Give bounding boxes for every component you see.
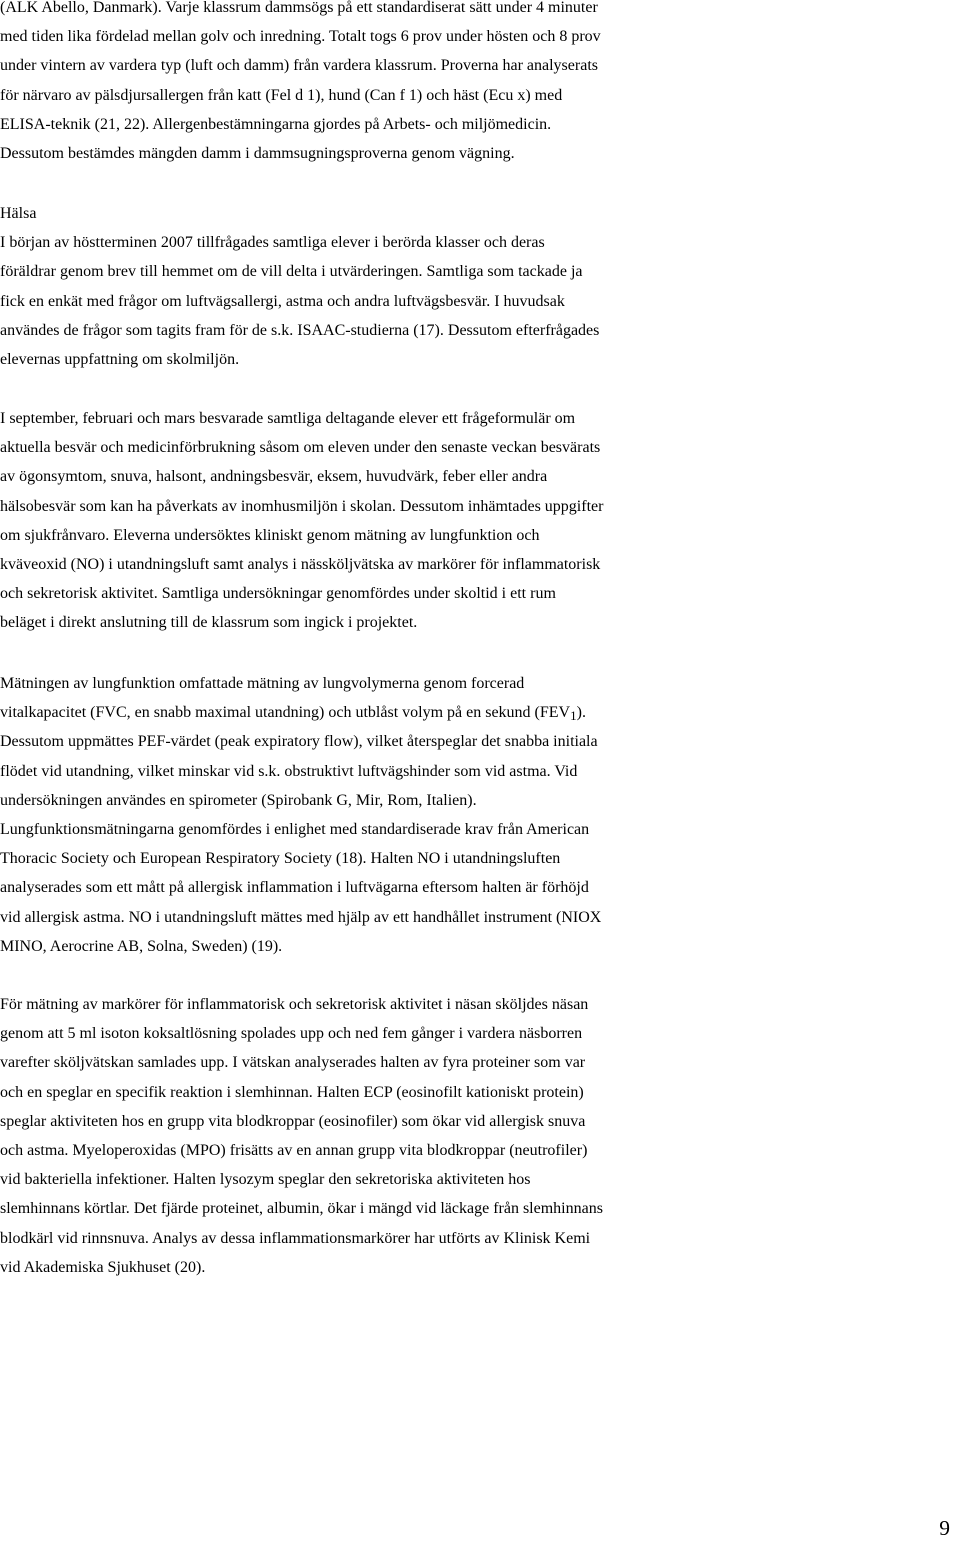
- text-line: om sjukfrånvaro. Eleverna undersöktes kliniskt genom mätning av lungfunktion och: [0, 526, 540, 544]
- text-line: slemhinnans körtlar. Det fjärde proteinet, albumin, ökar i mängd vid läckage från slemhinnans: [0, 1200, 603, 1218]
- text-line: med tiden lika fördelad mellan golv och inredning. Totalt togs 6 prov under hösten och 8 prov: [0, 28, 601, 46]
- text-line: föräldrar genom brev till hemmet om de vill delta i utvärderingen. Samtliga som tackade ja: [0, 263, 583, 281]
- text-line: speglar aktiviteten hos en grupp vita blodkroppar (eosinofiler) som ökar vid allergisk snuva: [0, 1112, 586, 1130]
- text-line: hälsobesvär som kan ha påverkats av inomhusmiljön i skolan. Dessutom inhämtades uppgifter: [0, 497, 604, 515]
- text-line: elevernas uppfattning om skolmiljön.: [0, 351, 240, 369]
- text-line-fev: [0, 698, 960, 727]
- text-line: MINO, Aerocrine AB, Solna, Sweden) (19).: [0, 937, 283, 955]
- text-line: Dessutom uppmättes PEF-värdet (peak expiratory flow), vilket återspeglar det snabba initiala: [0, 733, 598, 751]
- text-line: och astma. Myeloperoxidas (MPO) frisätts av en annan grupp vita blodkroppar (neutrofiler): [0, 1142, 588, 1160]
- fev-subscript: 1: [570, 708, 577, 724]
- text-line: I september, februari och mars besvarade samtliga deltagande elever ett frågeformulär om: [0, 410, 576, 427]
- text-line: varefter sköljvätskan samlades upp. I vätskan analyserades halten av fyra proteiner som var: [0, 1054, 586, 1072]
- text-line: av ögonsymtom, snuva, halsont, andningsbesvär, eksem, huvudvärk, feber eller andra: [0, 468, 548, 486]
- text-line: blodkärl vid rinnsnuva. Analys av dessa inflammationsmarkörer har utförts av Klinisk Kemi: [0, 1229, 591, 1247]
- text-line: vid bakteriella infektioner. Halten lysozym speglar den sekretoriska aktiviteten hos: [0, 1171, 531, 1189]
- text-line: Lungfunktionsmätningarna genomfördes i enlighet med standardiserade krav från American: [0, 821, 590, 839]
- text-line: flödet vid utandning, vilket minskar vid s.k. obstruktivt luftvägshinder som vid astma. Vid: [0, 762, 578, 780]
- section-heading: Hälsa: [0, 205, 37, 222]
- text-line: användes de frågor som tagits fram för de s.k. ISAAC-studierna (17). Dessutom efterfrågades: [0, 321, 600, 339]
- text-line: Mätningen av lungfunktion omfattade mätning av lungvolymerna genom forcerad: [0, 675, 525, 692]
- paragraph-clinical-examination: [0, 404, 960, 638]
- paragraph-lung-function: [0, 669, 960, 961]
- text-line: Dessutom bestämdes mängden damm i dammsugningsproverna genom vägning.: [0, 145, 515, 163]
- text-line: och en speglar en specifik reaktion i slemhinnan. Halten ECP (eosinofilt kationiskt protein): [0, 1083, 584, 1101]
- text-line: För mätning av markörer för inflammatorisk och sekretorisk aktivitet i näsan sköljdes näsan: [0, 996, 589, 1013]
- text-line: genom att 5 ml isoton koksaltlösning spolades upp och ned fem gånger i vardera näsborren: [0, 1025, 583, 1043]
- text-line: beläget i direkt anslutning till de klassrum som ingick i projektet.: [0, 614, 418, 632]
- text-line: aktuella besvär och medicinförbrukning såsom om eleven under den senaste veckan besvärats: [0, 439, 601, 457]
- text-line: (ALK Abello, Danmark). Varje klassrum dammsögs på ett standardiserat sätt under 4 minuter: [0, 0, 598, 16]
- fev-text: vitalkapacitet (FVC, en snabb maximal utandning) och utblåst volym på en sekund (FEV: [0, 704, 571, 722]
- text-line: vid allergisk astma. NO i utandningsluft mättes med hjälp av ett handhållet instrument (NIOX: [0, 908, 602, 926]
- text-line: Thoracic Society och European Respiratory Society (18). Halten NO i utandningsluften: [0, 850, 561, 868]
- page-number: 9: [939, 1516, 950, 1540]
- paragraph-nasal-lavage: [0, 990, 960, 1282]
- fev-suffix: ).: [576, 704, 586, 722]
- text-line: I början av höstterminen 2007 tillfrågades samtliga elever i berörda klasser och deras: [0, 234, 545, 252]
- text-line: och sekretorisk aktivitet. Samtliga undersökningar genomfördes under skoltid i ett rum: [0, 585, 556, 603]
- text-line: för närvaro av pälsdjursallergen från katt (Fel d 1), hund (Can f 1) och häst (Ecu x) med: [0, 86, 563, 104]
- text-line: under vintern av vardera typ (luft och damm) från vardera klassrum. Proverna har analyserats: [0, 57, 598, 75]
- text-line: undersökningen användes en spirometer (Spirobank G, Mir, Rom, Italien).: [0, 791, 477, 809]
- text-line: kväveoxid (NO) i utandningsluft samt analys i nässköljvätska av markörer för inflammatorisk: [0, 556, 601, 574]
- text-line: analyserades som ett mått på allergisk inflammation i luftvägarna eftersom halten är förhöjd: [0, 879, 589, 897]
- text-line: vid Akademiska Sjukhuset (20).: [0, 1258, 206, 1276]
- text-line: fick en enkät med frågor om luftvägsallergi, astma och andra luftvägsbesvär. I huvudsak: [0, 292, 565, 310]
- text-line: ELISA-teknik (21, 22). Allergenbestämningarna gjordes på Arbets- och miljömedicin.: [0, 115, 552, 133]
- paragraph-allergen-sampling: [0, 0, 960, 168]
- paragraph-halsa: [0, 199, 960, 374]
